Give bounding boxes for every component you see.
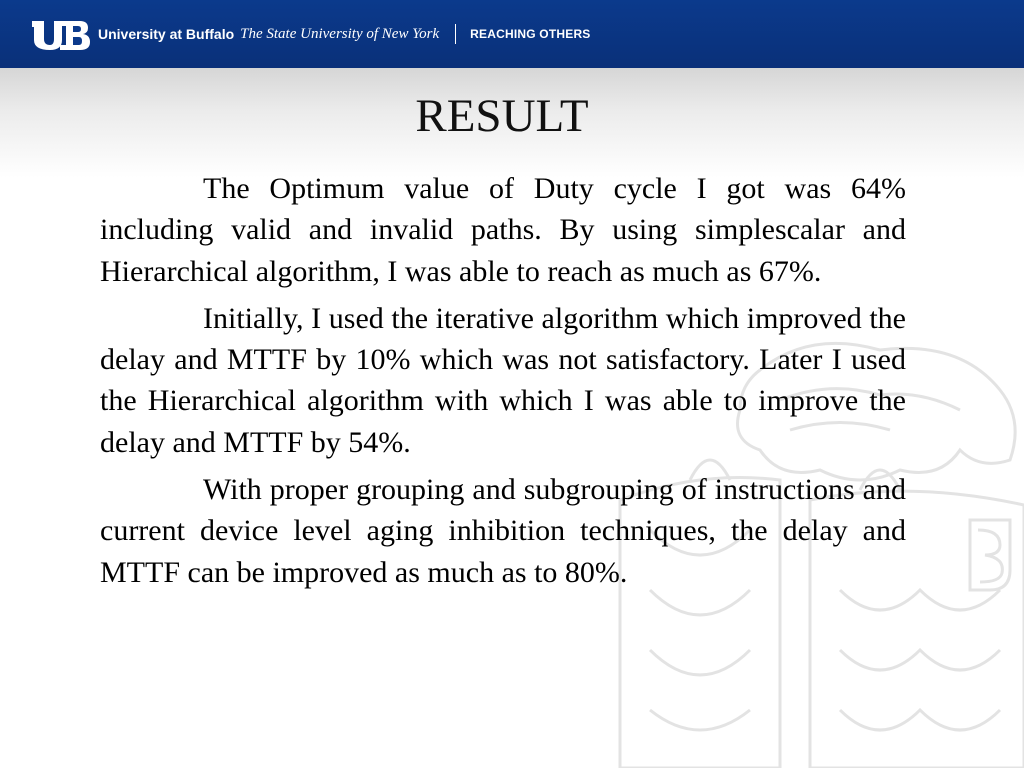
header-divider [455,24,456,44]
university-subtitle: The State University of New York [240,25,440,42]
slide-body [100,168,906,599]
header-text [98,23,591,45]
ub-logo-icon [30,17,92,51]
body-paragraph-3: With proper grouping and subgrouping of instructions and current device level aging inhibition techniques, the delay and MTTF can be improved as much as to 80%. [100,473,906,589]
body-paragraph-1: The Optimum value of Duty cycle I got was 64% including valid and invalid paths. By using simplescalar and Hierarchical algorithm, I was able to reach as much as 67%. [100,172,906,288]
header-tagline: REACHING OTHERS [470,27,591,41]
university-name: University at Buffalo [98,26,235,42]
body-paragraph-2: Initially, I used the iterative algorithm which improved the delay and MTTF by 10% which was not satisfactory. Later I used the Hierarchical algorithm with which I was able to improve the delay and MTTF by 54%. [100,301,906,459]
slide-title: RESULT [415,90,589,142]
header-bar [0,0,1024,68]
